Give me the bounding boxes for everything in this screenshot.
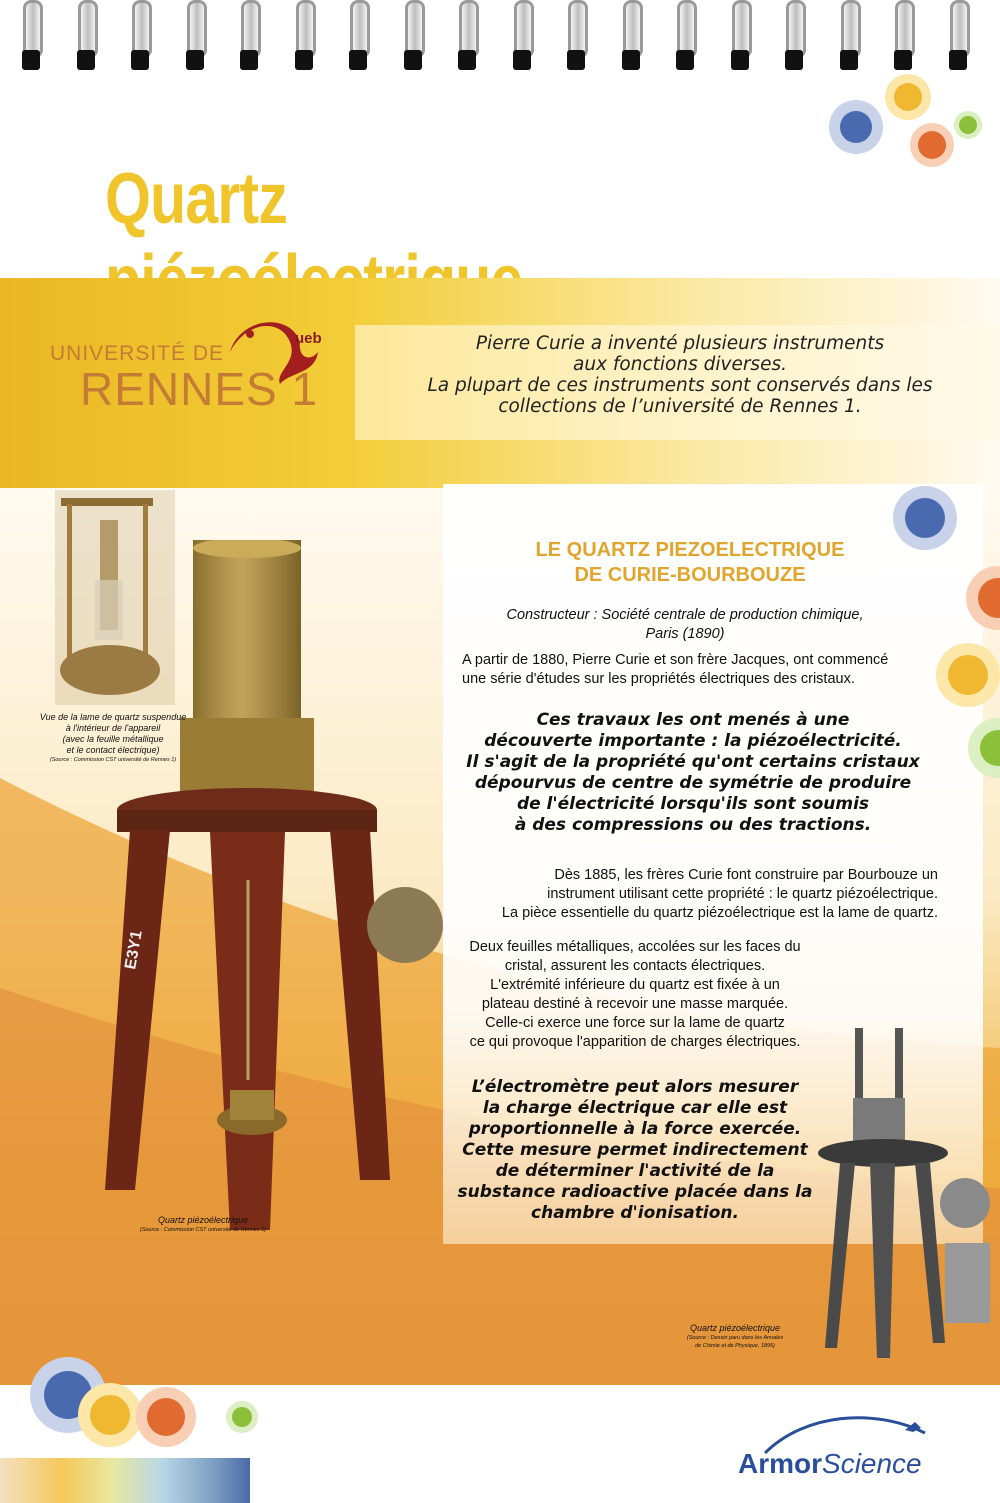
text-line: ce qui provoque l'apparition de charges électriques. bbox=[469, 1034, 801, 1050]
text-line: chambre d'ionisation. bbox=[531, 1203, 739, 1223]
caption-line: et le contact électrique) bbox=[66, 745, 160, 755]
engraving-drawing bbox=[815, 1028, 1000, 1363]
binding-ring bbox=[73, 0, 99, 72]
intro-line: La plupart de ces instruments sont conservés dans les bbox=[427, 375, 933, 396]
paragraph-1 bbox=[462, 651, 932, 689]
text-line: Ces travaux les ont menés à une bbox=[536, 710, 850, 730]
decorative-dots-bottom bbox=[20, 1345, 270, 1455]
caption-source: (Source : Commission CST université de Rennes 1) bbox=[49, 757, 177, 763]
binding-ring bbox=[127, 0, 153, 72]
highlight-quote-2 bbox=[440, 1077, 830, 1224]
binding-ring bbox=[236, 0, 262, 72]
intro-line: collections de l’université de Rennes 1. bbox=[498, 396, 862, 417]
binding-ring bbox=[727, 0, 753, 72]
brand-armor: Armor bbox=[738, 1448, 823, 1479]
paragraph-3 bbox=[440, 938, 830, 1052]
intro-text bbox=[360, 333, 1000, 417]
text-line: Cette mesure permet indirectement bbox=[462, 1140, 808, 1160]
highlight-quote-1 bbox=[443, 710, 943, 836]
caption-source: de Chimie et de Physique, 1895) bbox=[695, 1343, 775, 1349]
binding-ring bbox=[345, 0, 371, 72]
text-line: de l'électricité lorsqu'ils sont soumis bbox=[516, 794, 870, 814]
constructor-text bbox=[470, 606, 900, 644]
text-line: proportionnelle à la force exercée. bbox=[468, 1119, 802, 1139]
quartz-instrument-photo bbox=[60, 540, 450, 1260]
binding-ring bbox=[182, 0, 208, 72]
ueb-label: ueb bbox=[295, 330, 322, 347]
text-line: cristal, assurent les contacts électriques. bbox=[504, 958, 766, 974]
section-heading bbox=[445, 538, 935, 588]
text-line: dépourvus de centre de symétrie de produire bbox=[474, 773, 912, 793]
text-line: substance radioactive placée dans la bbox=[457, 1182, 813, 1202]
caption-line: Quartz piézoélectrique bbox=[157, 1215, 249, 1225]
text-line: découverte importante : la piézoélectricité. bbox=[484, 731, 902, 751]
caption-line: à l'intérieur de l'appareil bbox=[65, 723, 161, 733]
brand-science: Science bbox=[822, 1448, 922, 1479]
heading-line: DE CURIE-BOURBOUZE bbox=[574, 564, 806, 586]
spiral-binding bbox=[0, 0, 1000, 78]
intro-line: Pierre Curie a inventé plusieurs instruments bbox=[475, 333, 885, 354]
text-line: plateau destiné à recevoir une masse marquée. bbox=[481, 996, 789, 1012]
binding-ring bbox=[563, 0, 589, 72]
page-title: Quartz bbox=[105, 159, 288, 239]
text-line: une série d'études sur les propriétés électriques des cristaux. bbox=[462, 671, 855, 687]
logo-line2: RENNES 1 bbox=[80, 363, 319, 415]
text-line: instrument utilisant cette propriété : le quartz piézoélectrique. bbox=[547, 886, 938, 902]
armorscience-logo bbox=[738, 1448, 922, 1480]
caption-line: (avec la feuille métallique bbox=[62, 734, 164, 744]
intro-line: aux fonctions diverses. bbox=[573, 354, 787, 375]
text-line: Dès 1885, les frères Curie font construire par Bourbouze un bbox=[554, 867, 938, 883]
logo-line1: UNIVERSITÉ DE bbox=[50, 342, 225, 365]
inset-caption bbox=[28, 712, 198, 764]
text-line: la charge électrique car elle est bbox=[482, 1098, 788, 1118]
binding-ring bbox=[890, 0, 916, 72]
paragraph-2 bbox=[448, 866, 938, 923]
university-logo bbox=[20, 312, 340, 422]
text-line: Deux feuilles métalliques, accolées sur les faces du bbox=[469, 939, 801, 955]
binding-ring bbox=[291, 0, 317, 72]
text-line: L'extrémité inférieure du quartz est fixée à un bbox=[490, 977, 780, 993]
text-line: à des compressions ou des tractions. bbox=[514, 815, 872, 835]
binding-ring bbox=[618, 0, 644, 72]
binding-ring bbox=[18, 0, 44, 72]
constructor-line: Paris (1890) bbox=[645, 626, 725, 642]
text-line: de déterminer l'activité de la bbox=[495, 1161, 775, 1181]
drawing-caption bbox=[680, 1323, 790, 1350]
decorative-dots-top bbox=[820, 70, 1000, 170]
caption-line: Quartz piézoélectrique bbox=[689, 1323, 781, 1333]
binding-ring bbox=[672, 0, 698, 72]
text-line: Il s'agit de la propriété qu'ont certains cristaux bbox=[466, 752, 920, 772]
binding-ring bbox=[781, 0, 807, 72]
text-line: A partir de 1880, Pierre Curie et son frère Jacques, ont commencé bbox=[462, 652, 889, 668]
caption-line: Vue de la lame de quartz suspendue bbox=[39, 712, 187, 722]
caption-source: (Source : Dessin paru dans les Annales bbox=[686, 1335, 784, 1341]
heading-line: LE QUARTZ PIEZOELECTRIQUE bbox=[535, 539, 845, 561]
spectrum-bar bbox=[0, 1458, 250, 1503]
constructor-line: Constructeur : Société centrale de production chimique, bbox=[506, 607, 864, 623]
text-line: La pièce essentielle du quartz piézoélectrique est la lame de quartz. bbox=[501, 905, 938, 921]
text-line: L’électromètre peut alors mesurer bbox=[471, 1077, 799, 1097]
text-line: Celle-ci exerce une force sur la lame de quartz bbox=[485, 1015, 785, 1031]
instrument-label: E3Y1 bbox=[122, 929, 146, 971]
binding-ring bbox=[454, 0, 480, 72]
caption-source: (Source : Commission CST université de Rennes 1) bbox=[139, 1227, 267, 1233]
binding-ring bbox=[509, 0, 535, 72]
binding-ring bbox=[400, 0, 426, 72]
main-photo-caption bbox=[128, 1215, 278, 1234]
binding-ring bbox=[945, 0, 971, 72]
binding-ring bbox=[836, 0, 862, 72]
